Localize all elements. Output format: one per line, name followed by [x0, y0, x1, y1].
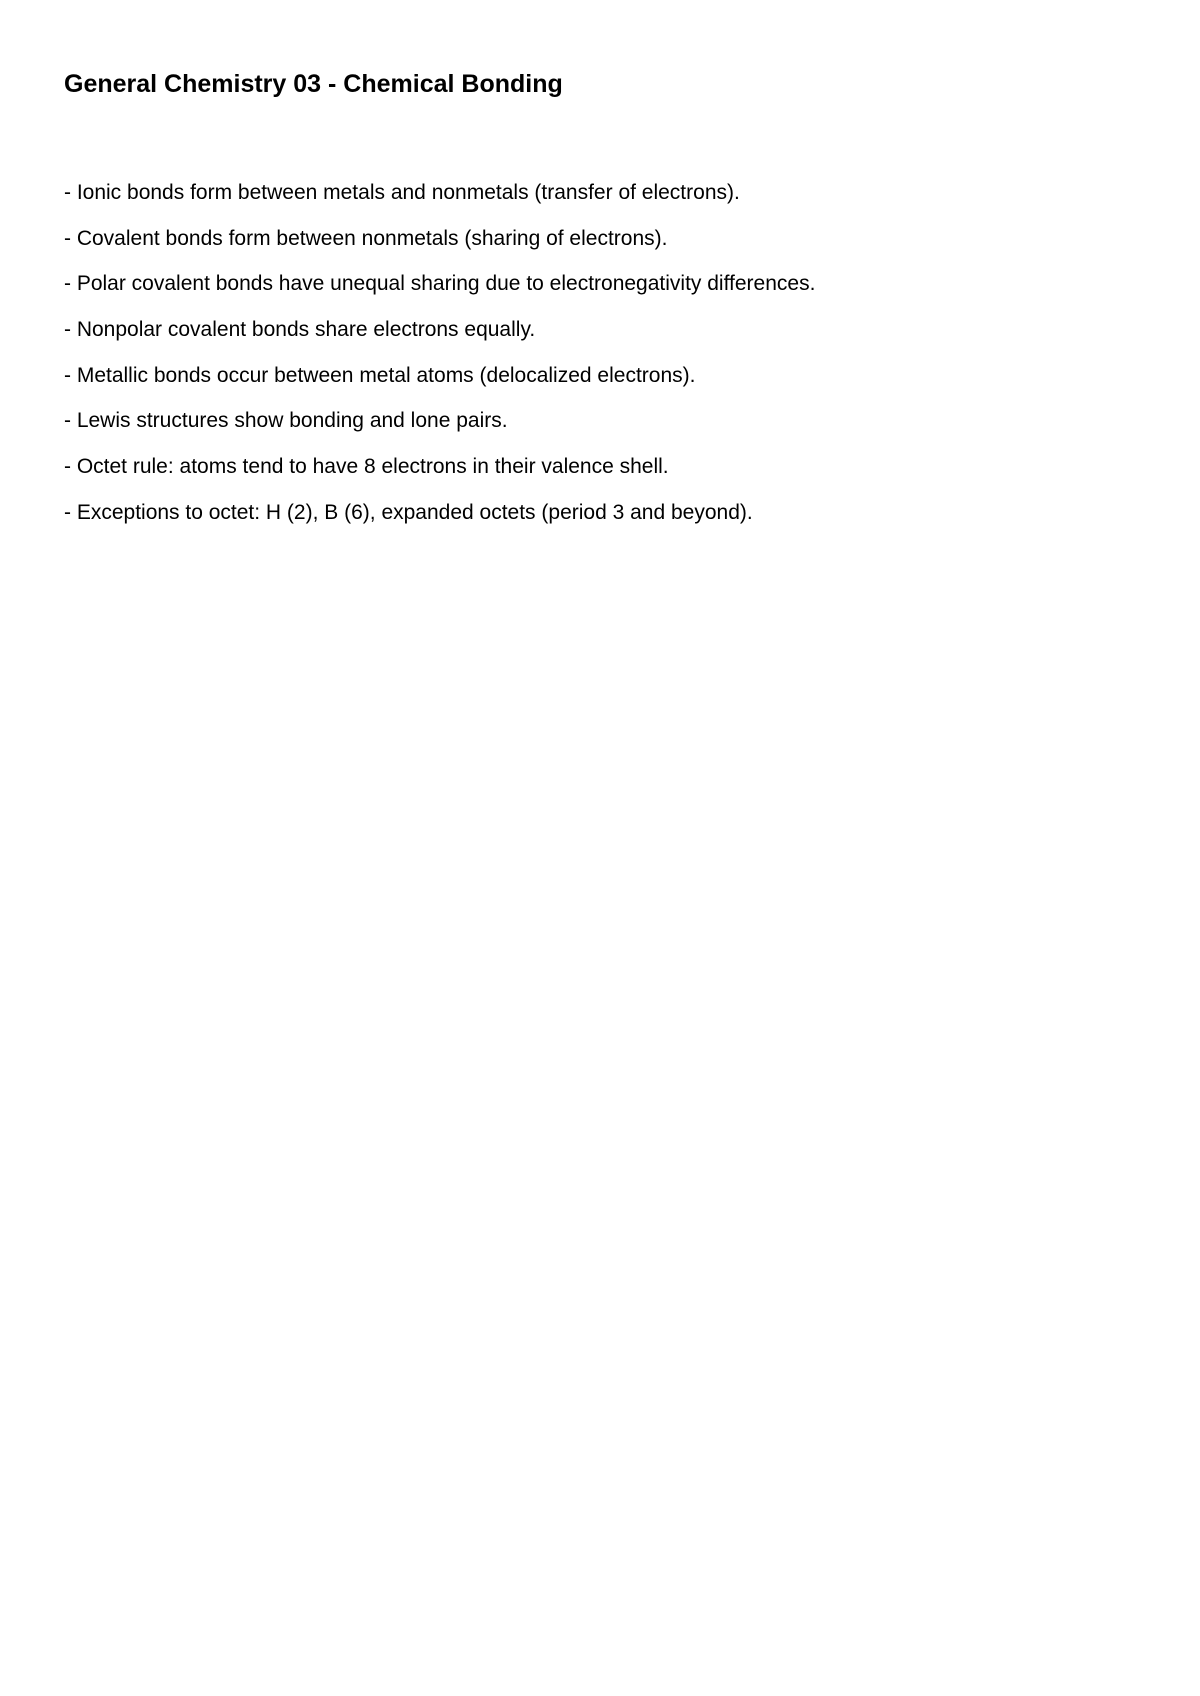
notes-list [64, 180, 815, 546]
note-line: - Polar covalent bonds have unequal sharing due to electronegativity differences. [64, 272, 816, 296]
note-line: - Metallic bonds occur between metal atoms (delocalized electrons). [64, 363, 696, 387]
note-line: - Covalent bonds form between nonmetals (sharing of electrons). [64, 226, 668, 250]
note-line: - Octet rule: atoms tend to have 8 electrons in their valence shell. [64, 455, 669, 479]
page-title: General Chemistry 03 - Chemical Bonding [64, 70, 563, 98]
note-line: - Nonpolar covalent bonds share electrons equally. [64, 318, 536, 342]
note-line: - Ionic bonds form between metals and nonmetals (transfer of electrons). [64, 181, 740, 204]
note-line: - Lewis structures show bonding and lone pairs. [64, 409, 508, 433]
note-line: - Exceptions to octet: H (2), B (6), expanded octets (period 3 and beyond). [64, 500, 753, 524]
